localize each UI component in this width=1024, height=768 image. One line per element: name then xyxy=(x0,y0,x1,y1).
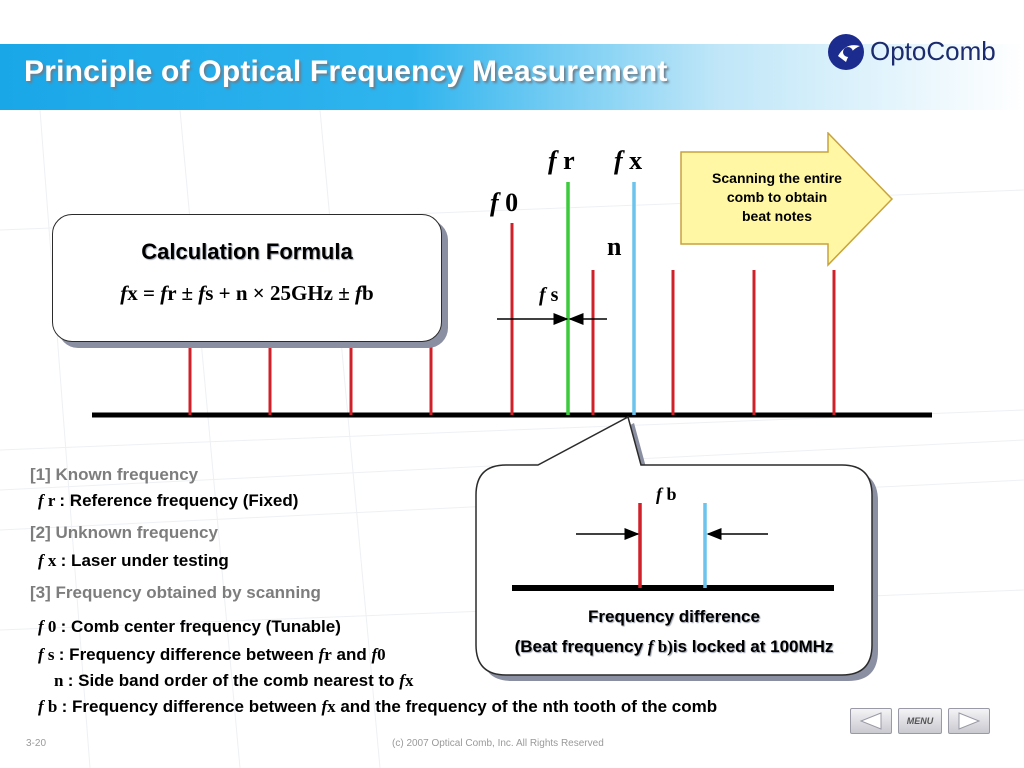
triangle-left-icon xyxy=(851,709,891,733)
logo-text: OptoComb xyxy=(870,36,996,66)
copyright-text: (c) 2007 Optical Comb, Inc. All Rights Reserved xyxy=(392,738,604,749)
slide-title: Principle of Optical Frequency Measurement xyxy=(24,55,668,88)
menu-label: MENU xyxy=(906,716,934,726)
page-number: 3-20 xyxy=(26,738,47,749)
label-fr: f r xyxy=(548,146,575,175)
note-fb: f b : Frequency difference between fx and the frequency of the nth tooth of the comb xyxy=(38,697,718,716)
label-fb: f b xyxy=(656,484,677,504)
note-fx: f x : Laser under testing xyxy=(38,551,229,570)
formula-title: Calculation Formula xyxy=(141,239,353,264)
next-slide-button[interactable] xyxy=(948,708,990,734)
label-fs: f s xyxy=(539,284,559,306)
beat-caption-line1: Frequency difference xyxy=(588,607,760,626)
logo-icon xyxy=(826,32,866,72)
category-scanning: [3] Frequency obtained by scanning xyxy=(30,583,321,602)
scanning-note: Scanning the entire comb to obtain beat notes xyxy=(712,170,842,224)
note-fs: f s : Frequency difference between fr and f0 xyxy=(38,645,386,664)
label-fx: f x xyxy=(614,146,643,175)
label-n: n xyxy=(607,232,622,261)
menu-button[interactable] xyxy=(898,708,942,734)
category-unknown: [2] Unknown frequency xyxy=(30,523,218,542)
triangle-right-icon xyxy=(949,709,989,733)
formula-text: fx = fr ± fs + n × 25GHz ± fb xyxy=(120,281,374,305)
formula-box xyxy=(52,214,442,342)
note-fr: f r : Reference frequency (Fixed) xyxy=(38,491,299,510)
label-f0: f 0 xyxy=(490,188,519,217)
prev-slide-button[interactable] xyxy=(850,708,892,734)
note-n: n : Side band order of the comb nearest to fx xyxy=(54,671,414,690)
beat-caption-line2: (Beat frequency f b)is locked at 100MHz xyxy=(514,637,834,656)
company-logo xyxy=(826,30,996,74)
note-f0: f 0 : Comb center frequency (Tunable) xyxy=(38,617,341,636)
category-known: [1] Known frequency xyxy=(30,465,199,484)
